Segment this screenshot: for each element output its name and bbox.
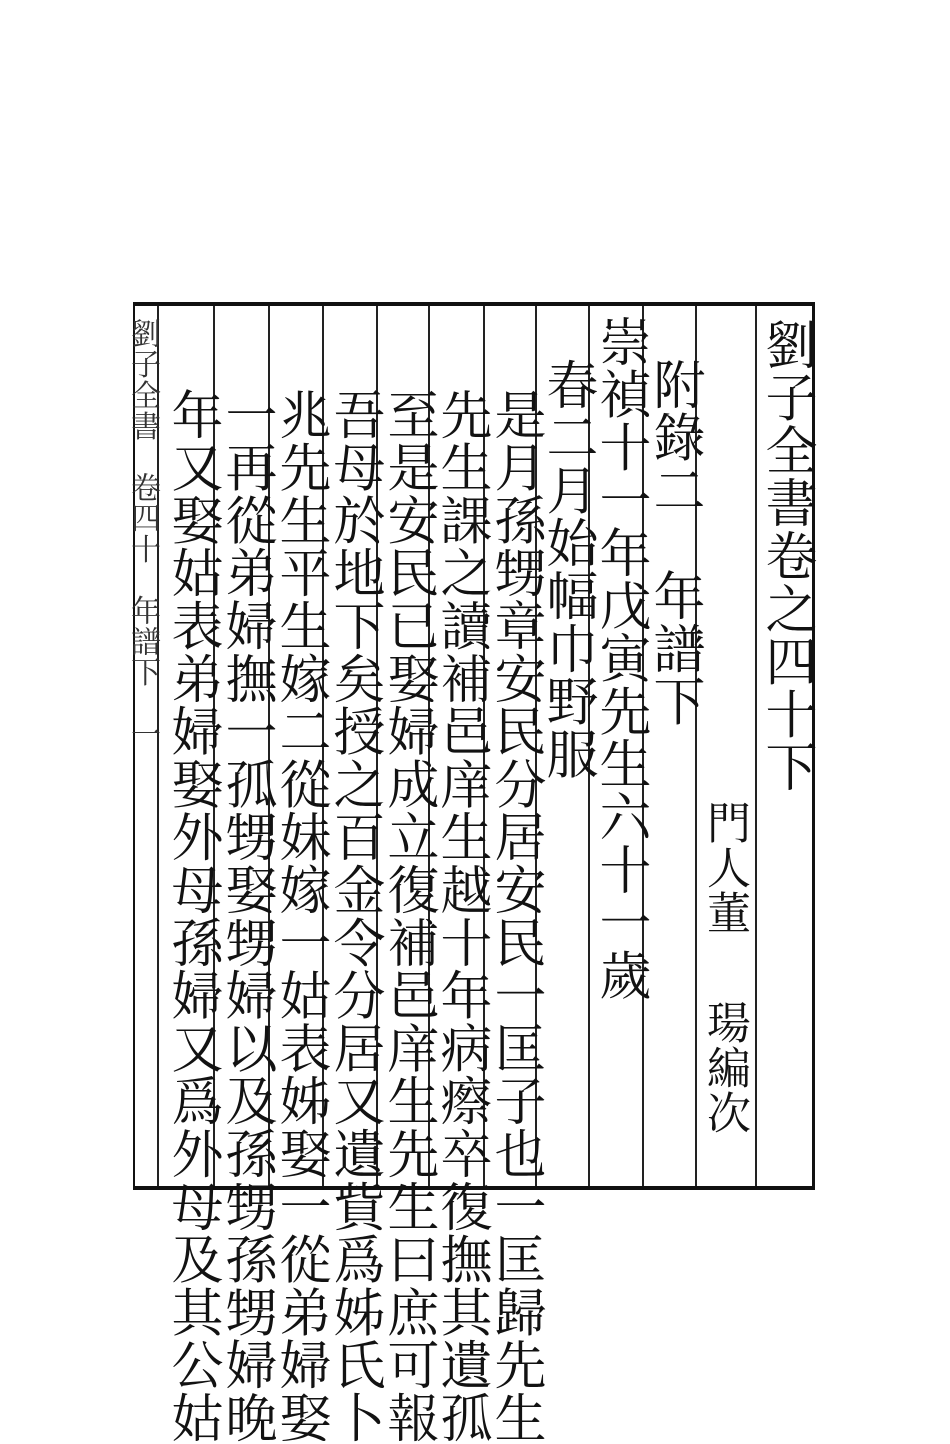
compiler-name: 瑒編次: [699, 1000, 750, 1135]
body-line: 年又娶姑表弟婦娶外母孫婦又爲外母及其公姑: [162, 388, 222, 1444]
body-line: 一再從弟婦撫一孤甥娶甥婦以及孫甥孫甥婦晚: [216, 388, 276, 1444]
section-heading: 附錄二 年譜下: [644, 358, 704, 728]
body-line: 是月孫甥章安民分居安民一匡子也一匡歸先生: [485, 388, 545, 1444]
body-line: 兆先生平生嫁二從妹嫁一姑表姊娶一從弟婦娶: [270, 388, 330, 1444]
compiler-prefix: 門人董: [699, 800, 750, 935]
spring-heading: 春二月始幅巾野服: [537, 358, 597, 781]
book-title: 劉子全書卷之四十下: [756, 318, 816, 794]
margin-note: 劉子全書 卷四十 年譜下 一: [125, 318, 160, 750]
body-line: 吾母於地下矣授之百金令分居又遺貲爲姊氏卜: [324, 388, 384, 1444]
body-line: 先生課之讀補邑庠生越十年病瘵卒復撫其遺孤: [431, 388, 491, 1444]
year-heading: 崇禎十一年戊寅先生六十一歲: [590, 315, 650, 1002]
body-line: 至是安民已娶婦成立復補邑庠生先生曰庶可報: [378, 388, 438, 1444]
